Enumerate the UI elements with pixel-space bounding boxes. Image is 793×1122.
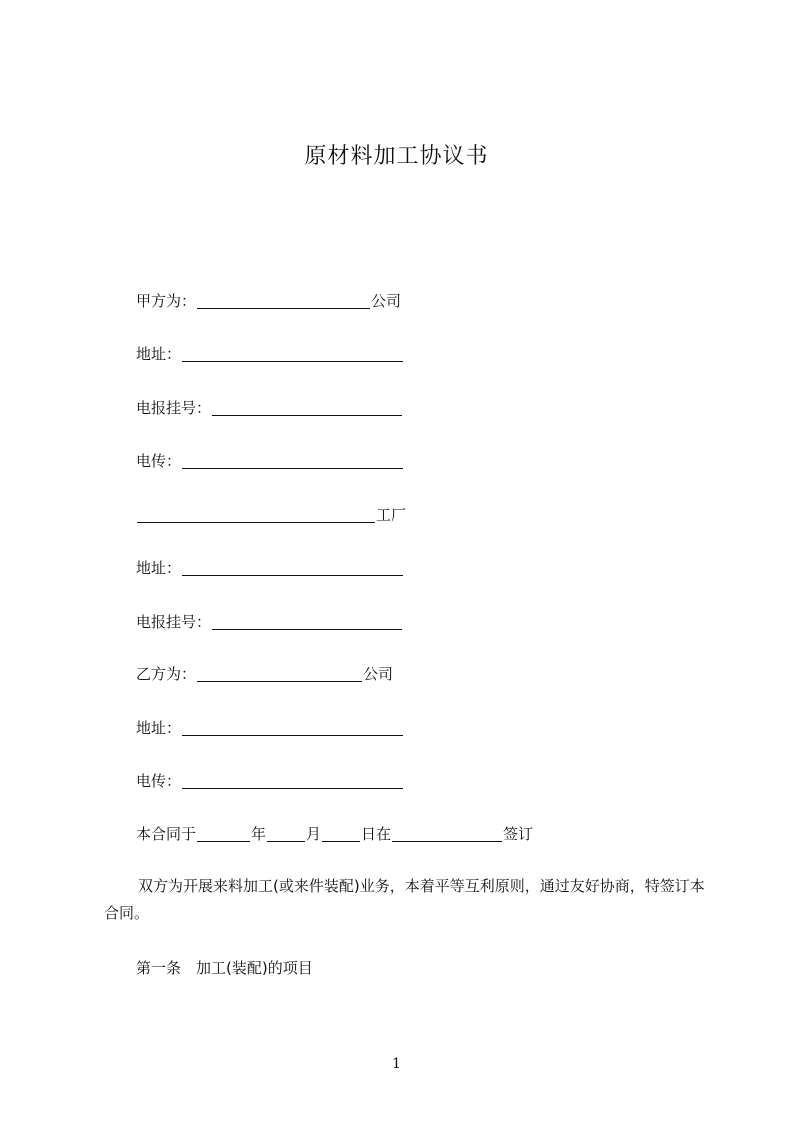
party-b-address-label: 地址： xyxy=(136,719,182,737)
party-a-line xyxy=(136,291,401,311)
party-a-address-label: 地址： xyxy=(136,345,182,363)
party-b-address-field[interactable] xyxy=(182,721,403,736)
party-a-name-field[interactable] xyxy=(197,294,370,309)
document-title: 原材料加工协议书 xyxy=(304,144,489,169)
factory-telegraph-field[interactable] xyxy=(212,615,402,630)
signing-prefix: 本合同于 xyxy=(136,825,197,843)
signing-month-label: 月 xyxy=(306,825,322,843)
signing-year-field[interactable] xyxy=(197,827,250,842)
article-1-heading xyxy=(136,958,313,978)
party-b-address-line xyxy=(136,718,404,738)
party-a-address-field[interactable] xyxy=(182,347,403,362)
factory-name-field[interactable] xyxy=(137,508,375,523)
party-a-suffix: 公司 xyxy=(371,292,402,310)
party-b-suffix: 公司 xyxy=(363,665,394,683)
party-a-fax-label: 电传： xyxy=(136,452,182,470)
article-1-text: 第一条 加工(装配)的项目 xyxy=(136,959,313,977)
factory-suffix: 工厂 xyxy=(376,506,407,524)
factory-address-label: 地址： xyxy=(136,559,182,577)
signing-line xyxy=(136,824,533,844)
party-b-fax-label: 电传： xyxy=(136,772,182,790)
party-a-address-line xyxy=(136,344,404,364)
party-a-fax-line xyxy=(136,451,404,471)
intro-paragraph: 双方为开展来料加工(或来件装配)业务，本着平等互利原则，通过友好协商，特签订本合同。 xyxy=(104,877,705,922)
party-a-telegraph-field[interactable] xyxy=(212,401,402,416)
signing-signed-label: 签订 xyxy=(503,825,534,843)
signing-day-at-label: 日在 xyxy=(361,825,392,843)
signing-day-field[interactable] xyxy=(322,827,360,842)
factory-line xyxy=(136,505,406,525)
party-a-fax-field[interactable] xyxy=(182,454,403,469)
signing-month-field[interactable] xyxy=(267,827,305,842)
party-a-telegraph-label: 电报挂号： xyxy=(136,399,212,417)
factory-telegraph-label: 电报挂号： xyxy=(136,613,212,631)
signing-year-label: 年 xyxy=(251,825,267,843)
factory-telegraph-line xyxy=(136,612,403,632)
party-a-prefix: 甲方为： xyxy=(136,292,197,310)
party-b-prefix: 乙方为： xyxy=(136,665,197,683)
party-b-fax-line xyxy=(136,771,404,791)
signing-place-field[interactable] xyxy=(392,827,502,842)
factory-address-line xyxy=(136,558,404,578)
party-b-fax-field[interactable] xyxy=(182,774,403,789)
party-b-line xyxy=(136,664,393,684)
party-a-telegraph-line xyxy=(136,398,403,418)
party-b-name-field[interactable] xyxy=(197,667,362,682)
factory-address-field[interactable] xyxy=(182,561,403,576)
page-number: 1 xyxy=(392,1056,401,1072)
